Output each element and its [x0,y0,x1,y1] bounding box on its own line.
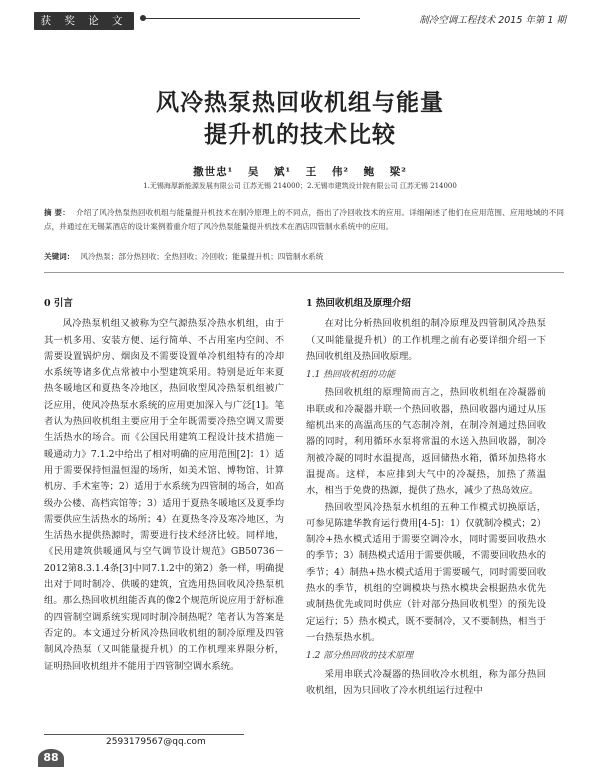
abstract [44,206,564,234]
authors: 撒世忠¹ 吴 斌¹ 王 伟² 鲍 梁² [193,166,407,178]
footnote-rule [44,734,244,735]
abstract-label: 摘 要： [44,208,71,217]
journal-name: 制冷空调工程技术 2015 年第 1 期 [419,15,566,26]
page-number: 88 [38,749,64,767]
title-line-1: 风冷热泵热回收机组与能量 [156,90,444,116]
section-heading-principle: 1 热回收机组及原理介绍 [306,298,411,309]
subsection-heading-1-1: 1.1 热回收机组的功能 [306,370,396,381]
paragraph: 在对比分析热回收机组的制冷原理及四管制风冷热泵（又叫能量提升机）的工作机理之前有必要详细介绍一下热回收机组及热回收原理。 [306,318,546,362]
header-rule [140,18,360,19]
right-column [306,296,546,699]
author-email: 2593179567@qq.com [106,737,206,747]
subsection-heading-1-2: 1.2 部分热回收的技术原理 [306,651,414,662]
paragraph: 采用串联式冷凝器的热回收冷水机组，称为部分热回收机组，因为只回收了冷水机组运行过程中 [306,668,546,696]
paragraph: 热回收型风冷热泵水机组的五种工作模式切换原话，可参见陈建华教育运行费用[4-5]：1）仅就制冷模式；2）制冷+热水模式适用于需要空调冷水，同时需要回收热水的季节；3）制热模式适用于需要供暖，不需要回收热水的季节；4）制热+热水模式适用于需要暖气，同时需要回收热水的季节，机组的空调模块与热水模块会根据热水优先或制热优先或同时供应（针对部分热回收机型）的预先设定运行；5）热水模式，既不要制冷，又不要制热，相当于一台热泵热水机。 [306,501,546,643]
paragraph: 热回收机组的原理简而言之，热回收机组在冷凝器前串联或和冷凝器并联一个热回收器，热回收器内通过从压缩机出来的高温高压的气态制冷剂，在制冷剂通过热回收器的同时，利用循环水泵将常温的水送入热回收器，制冷剂被冷凝的同时水温提高，返回储热水箱，循环加热将水温提高。这样，本应排到大气中的冷凝热，加热了蒸温水，相当于免费的热源，提供了热水，减少了热岛效应。 [306,387,546,497]
affiliations: 1.无锡海厚新能源发展有限公司 江苏无锡 214000；2.无锡市建筑设计院有限公司 江苏无锡 214000 [143,182,457,190]
section-heading-intro: 0 引言 [44,298,73,309]
title-line-2: 提升机的技术比较 [204,122,396,148]
abstract-divider [44,272,564,273]
keywords [44,251,564,262]
paragraph: 风冷热泵机组又被称为空气源热泵冷热水机组，由于其一机多用、安装方便、运行简单、不占用室内空间、不需要设置锅炉房、烟囱及不需要设置单冷机组特有的冷却水系统等诸多优点常被中小型建筑采用。特别是近年来夏热冬暖地区和夏热冬冷地区，热回收型风冷热泵机组被广泛应用，使风冷热泵水系统的应用更加深入与广泛[1]。笔者认为热回收机组主要应用于全年既需要冷热空调又需要生活热水的场合。而《公国民用建筑工程设计技术措施－暖通动力》7.1.2中给出了相对明确的应用范围[2]：1）适用于需要保持恒温恒湿的场所，如美术馆、博物馆、计算机房、手术室等；2）适用于水系统为四管制的场合，如高级办公楼、高档宾馆等；3）适用于夏热冬暖地区及夏季均需要供应生活热水的场所；4）在夏热冬冷及寒冷地区，为生活热水提供热源时，需要进行技术经济比较。同样地，《民用建筑供暖通风与空气调节设计规范》GB50736－2012第8.3.1.4条[3]中同7.1.2中的第2）条一样，明确提出对于同时制冷、供暖的建筑，宜选用热回收风冷热泵机组。那么热回收机组能否真的像2个规范所说应用于舒标准的四管制空调系统实现同时制冷制热呢？笔者认为答案是否定的。本文通过分析风冷热回收机组的制冷原理及四管制风冷热泵（又叫能量提升机）的工作机理来界限分析，证明热回收机组并不能用于四管制空调水系统。 [44,318,284,672]
section-badge: 获 奖 论 文 [34,12,134,30]
keywords-label: 关键词： [44,252,75,261]
abstract-text: 介绍了风冷热泵热回收机组与能量提升机技术在制冷原理上的不同点，指出了冷回收技术的应用。详细阐述了他们在应用范围、应用地域的不同点，并通过在无锡某酒店的设计案例着重介绍了风冷热泵能量提升机技术在酒店四管制水系统中的应用。 [44,208,564,231]
keywords-text: 风冷热泵；部分热回收；全热回收；冷回收；能量提升机；四管制水系统 [80,252,324,261]
left-column [44,296,284,675]
